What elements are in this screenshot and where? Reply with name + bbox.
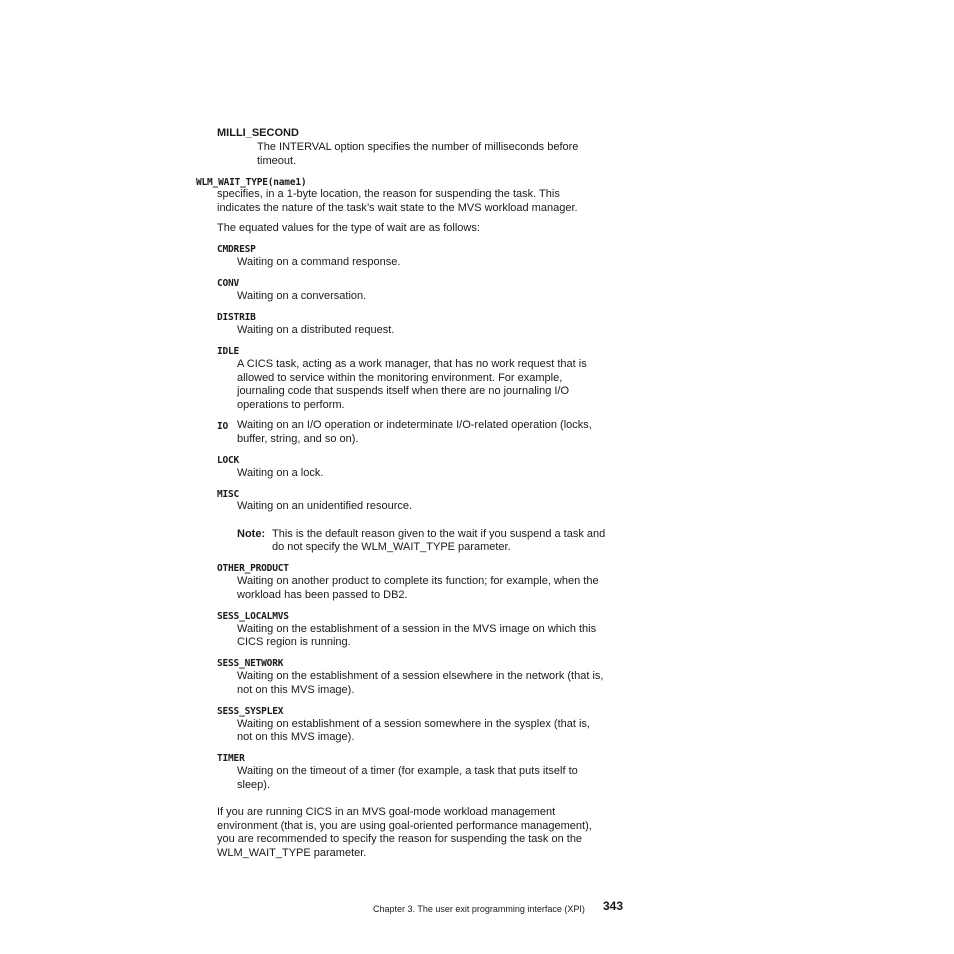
value-desc-line: workload has been passed to DB2. [237,589,408,601]
milli-second-desc-line: timeout. [257,155,297,167]
value-term-timer: TIMER [217,753,245,764]
wlm-desc-line: specifies, in a 1-byte location, the reason for suspending the task. This [217,188,560,200]
value-desc-line: Waiting on the establishment of a session in the MVS image on which this [237,623,597,635]
value-term-sess-network: SESS_NETWORK [217,658,284,669]
milli-second-desc-line: The INTERVAL option specifies the number of milliseconds before [257,141,579,153]
closing-paragraph-line: If you are running CICS in an MVS goal-mode workload management [217,806,556,818]
value-term-misc: MISC [217,489,240,500]
value-desc-line: A CICS task, acting as a work manager, that has no work request that is [237,358,587,370]
value-desc-line: Waiting on an unidentified resource. [237,500,413,512]
value-desc-line: journaling code that suspends itself when there are no journaling I/O [237,385,570,397]
value-desc-line: Waiting on another product to complete its function; for example, when the [237,575,599,587]
value-desc-line: allowed to service within the monitoring environment. For example, [237,372,563,384]
value-term-idle: IDLE [217,346,240,357]
page-number: 343 [603,899,624,913]
value-desc-line: Waiting on an I/O operation or indeterminate I/O-related operation (locks, [237,419,592,431]
closing-paragraph-line: environment (that is, you are using goal-oriented performance management), [217,820,592,832]
value-desc-line: not on this MVS image). [237,731,355,743]
closing-paragraph-line: WLM_WAIT_TYPE parameter. [217,847,367,859]
value-term-io: IO [217,421,229,432]
value-desc-line: Waiting on the timeout of a timer (for example, a task that puts itself to [237,765,578,777]
closing-paragraph-line: you are recommended to specify the reason for suspending the task on the [217,833,583,845]
value-term-conv: CONV [217,278,240,289]
value-term-sess-localmvs: SESS_LOCALMVS [217,611,289,622]
wlm-intro: The equated values for the type of wait are as follows: [217,222,480,234]
value-desc-line: operations to perform. [237,399,345,411]
value-desc-line: Waiting on a conversation. [237,290,367,302]
note-text-line: do not specify the WLM_WAIT_TYPE parameter. [272,541,511,553]
footer-chapter-title: Chapter 3. The user exit programming interface (XPI) [373,904,585,914]
value-term-sess-sysplex: SESS_SYSPLEX [217,706,284,717]
value-desc-line: Waiting on a lock. [237,467,324,479]
note-text-line: This is the default reason given to the wait if you suspend a task and [272,528,606,540]
wlm-wait-type-term: WLM_WAIT_TYPE(name1) [196,177,307,188]
value-term-other-product: OTHER_PRODUCT [217,563,289,574]
value-desc-line: sleep). [237,779,271,791]
value-desc-line: buffer, string, and so on). [237,433,359,445]
value-desc-line: not on this MVS image). [237,684,355,696]
value-desc-line: Waiting on a distributed request. [237,324,395,336]
wlm-desc-line: indicates the nature of the task’s wait state to the MVS workload manager. [217,202,578,214]
value-desc-line: Waiting on a command response. [237,256,401,268]
value-term-distrib: DISTRIB [217,312,256,323]
value-desc-line: Waiting on the establishment of a session elsewhere in the network (that is, [237,670,604,682]
value-term-cmdresp: CMDRESP [217,244,256,255]
value-desc-line: Waiting on establishment of a session somewhere in the sysplex (that is, [237,718,590,730]
note-label: Note: [237,528,266,540]
milli-second-term: MILLI_SECOND [217,127,299,139]
value-desc-line: CICS region is running. [237,636,351,648]
value-term-lock: LOCK [217,455,240,466]
